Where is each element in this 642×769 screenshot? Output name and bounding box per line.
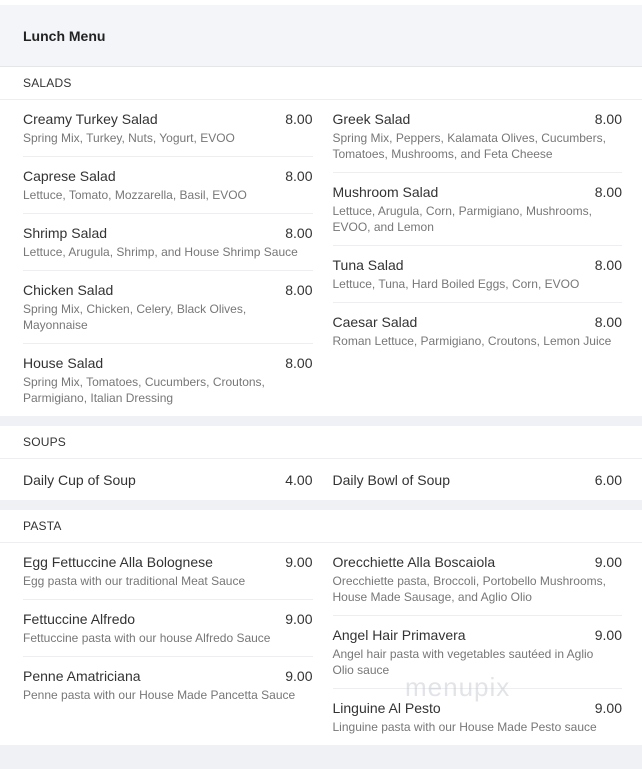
item-description: Spring Mix, Tomatoes, Cucumbers, Croutons, Parmigiano, Italian Dressing (23, 375, 265, 405)
item-description: Spring Mix, Chicken, Celery, Black Olives, Mayonnaise (23, 302, 247, 332)
item-description: Lettuce, Tuna, Hard Boiled Eggs, Corn, EVOO (332, 277, 580, 291)
menu-item[interactable] (333, 459, 623, 500)
item-description: Spring Mix, Turkey, Nuts, Yogurt, EVOO (23, 131, 235, 145)
item-description: Orecchiette pasta, Broccoli, Portobello Mushrooms, House Made Sausage, and Aglio Olio (332, 574, 606, 604)
menu-header (0, 5, 642, 67)
item-price: 4.00 (285, 472, 313, 488)
item-description: Lettuce, Arugula, Shrimp, and House Shrimp Sauce (23, 245, 298, 259)
item-name: Greek Salad (332, 111, 411, 127)
menu-item[interactable] (23, 657, 313, 713)
menu-item[interactable] (23, 600, 313, 657)
item-price: 8.00 (285, 225, 313, 241)
item-description: Roman Lettuce, Parmigiano, Croutons, Lemon Juice (332, 334, 612, 348)
soups-columns (0, 459, 642, 500)
item-description: Penne pasta with our House Made Pancetta Sauce (23, 688, 296, 702)
item-price: 8.00 (285, 111, 313, 127)
item-name: Penne Amatriciana (23, 668, 141, 684)
menu-item[interactable] (23, 157, 313, 214)
section-pasta (0, 510, 642, 745)
menu-item[interactable] (333, 100, 623, 173)
menu-title: Lunch Menu (23, 27, 106, 44)
item-name: Daily Bowl of Soup (332, 472, 451, 488)
item-name: House Salad (23, 355, 104, 371)
item-price: 8.00 (594, 111, 622, 127)
pasta-left-column (23, 543, 313, 745)
item-description: Lettuce, Arugula, Corn, Parmigiano, Mushrooms, EVOO, and Lemon (332, 204, 592, 234)
section-title-soups: SOUPS (0, 426, 642, 459)
item-price: 8.00 (594, 314, 622, 330)
pasta-right-column (333, 543, 623, 745)
item-description: Fettuccine pasta with our house Alfredo Sauce (23, 631, 271, 645)
menu-item[interactable] (23, 100, 313, 157)
item-price: 9.00 (594, 627, 622, 643)
item-name: Egg Fettuccine Alla Bolognese (23, 554, 213, 570)
item-name: Linguine Al Pesto (332, 700, 441, 716)
item-description: Linguine pasta with our House Made Pesto sauce (332, 720, 597, 734)
item-price: 8.00 (594, 257, 622, 273)
item-price: 8.00 (285, 282, 313, 298)
section-gap (0, 416, 642, 426)
item-name: Creamy Turkey Salad (23, 111, 158, 127)
menu-item[interactable] (23, 543, 313, 600)
menu-item[interactable] (23, 214, 313, 271)
menu-item[interactable] (333, 173, 623, 246)
item-description: Lettuce, Tomato, Mozzarella, Basil, EVOO (23, 188, 247, 202)
item-name: Daily Cup of Soup (23, 472, 136, 488)
menu-item[interactable] (333, 543, 623, 616)
menu-item[interactable] (333, 303, 623, 359)
item-name: Tuna Salad (332, 257, 404, 273)
menu-item[interactable] (333, 246, 623, 303)
item-price: 8.00 (285, 355, 313, 371)
item-price: 9.00 (285, 668, 313, 684)
watermark: menupix (405, 672, 511, 702)
item-name: Angel Hair Primavera (332, 627, 466, 643)
item-name: Chicken Salad (23, 282, 114, 298)
item-name: Caprese Salad (23, 168, 116, 184)
item-price: 8.00 (285, 168, 313, 184)
item-description: Spring Mix, Peppers, Kalamata Olives, Cucumbers, Tomatoes, Mushrooms, and Feta Cheese (332, 131, 606, 161)
item-price: 9.00 (285, 554, 313, 570)
menu-item[interactable] (23, 459, 313, 500)
salads-columns (0, 100, 642, 416)
menu-item[interactable] (23, 344, 313, 416)
soups-right-column (333, 459, 623, 500)
item-price: 8.00 (594, 184, 622, 200)
section-soups (0, 426, 642, 500)
item-price: 6.00 (594, 472, 622, 488)
section-title-salads: SALADS (0, 67, 642, 100)
salads-left-column (23, 100, 313, 416)
item-name: Orecchiette Alla Boscaiola (332, 554, 496, 570)
item-name: Shrimp Salad (23, 225, 108, 241)
item-description: Angel hair pasta with vegetables sautéed in Aglio Olio sauce (332, 647, 594, 677)
soups-left-column (23, 459, 313, 500)
salads-right-column (333, 100, 623, 416)
item-name: Caesar Salad (332, 314, 418, 330)
menu-item[interactable] (23, 271, 313, 344)
item-name: Mushroom Salad (332, 184, 439, 200)
section-title-pasta: PASTA (0, 510, 642, 543)
section-gap (0, 500, 642, 510)
item-price: 9.00 (594, 700, 622, 716)
section-salads (0, 67, 642, 416)
item-price: 9.00 (594, 554, 622, 570)
item-name: Fettuccine Alfredo (23, 611, 136, 627)
pasta-columns (0, 543, 642, 745)
item-price: 9.00 (285, 611, 313, 627)
item-description: Egg pasta with our traditional Meat Sauce (23, 574, 246, 588)
